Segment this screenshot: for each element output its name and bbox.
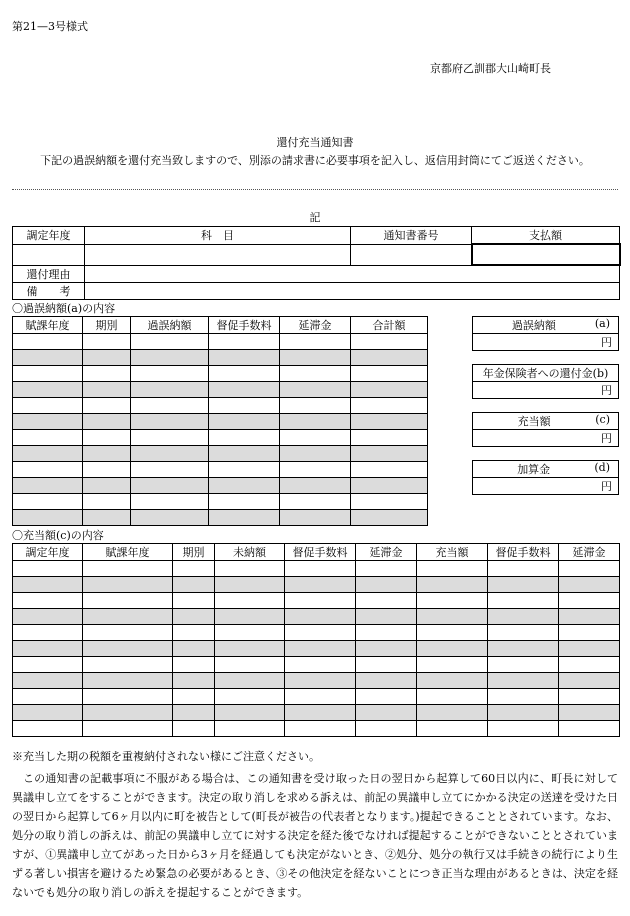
appropriation-row (13, 625, 620, 641)
appropriation-row (13, 721, 620, 737)
appropriation-cell[interactable] (356, 625, 417, 641)
overpayment-cell[interactable] (280, 430, 351, 446)
appropriation-cell[interactable] (417, 705, 488, 721)
overpayment-cell[interactable] (13, 510, 83, 526)
overpayment-row (13, 478, 428, 494)
appropriation-cell[interactable] (559, 641, 620, 657)
overpayment-cell[interactable] (280, 494, 351, 510)
overpayment-cell[interactable] (131, 462, 209, 478)
overpayment-row (13, 398, 428, 414)
overpayment-cell[interactable] (131, 350, 209, 366)
overpayment-cell[interactable] (209, 366, 280, 382)
summary-appropriation-code: (c) (595, 413, 610, 426)
summary-overpayment-label: 過誤納額 (511, 319, 556, 332)
appropriation-cell[interactable] (285, 689, 356, 705)
appropriation-cell[interactable] (417, 689, 488, 705)
appropriation-cell[interactable] (356, 673, 417, 689)
appropriation-cell[interactable] (83, 657, 173, 673)
payment-amount-field[interactable] (472, 244, 620, 265)
refund-reason-label: 還付理由 (13, 265, 85, 282)
appropriation-cell[interactable] (13, 689, 83, 705)
overpayment-cell[interactable] (209, 414, 280, 430)
overpayment-cell[interactable] (280, 478, 351, 494)
appropriation-cell[interactable] (356, 689, 417, 705)
appropriation-cell[interactable] (559, 673, 620, 689)
overpayment-row (13, 350, 428, 366)
overpayment-cell[interactable] (83, 462, 131, 478)
appropriation-cell[interactable] (417, 561, 488, 577)
appropriation-cell[interactable] (356, 609, 417, 625)
ki-heading: 記 (309, 211, 321, 224)
document-title: 還付充当通知書 (276, 136, 354, 149)
overpayment-cell[interactable] (83, 414, 131, 430)
overpayment-cell[interactable] (131, 414, 209, 430)
header2-appropriation: 充当額 (417, 544, 488, 561)
appropriation-cell[interactable] (488, 721, 559, 737)
header-overpayment: 過誤納額 (131, 317, 209, 334)
summary-appropriation-amount[interactable]: 円 (473, 430, 619, 447)
header2-levy-year: 調定年度 (13, 544, 83, 561)
overpayment-cell[interactable] (209, 478, 280, 494)
appropriation-cell[interactable] (13, 561, 83, 577)
appropriation-cell[interactable] (173, 705, 215, 721)
summary-overpayment-amount[interactable]: 円 (473, 334, 619, 351)
overpayment-cell[interactable] (13, 462, 83, 478)
section1-title: 〇過誤納額(a)の内容 (12, 302, 116, 315)
overpayment-row (13, 334, 428, 350)
appropriation-cell[interactable] (356, 705, 417, 721)
appropriation-cell[interactable] (13, 577, 83, 593)
appropriation-cell[interactable] (285, 593, 356, 609)
appropriation-row (13, 641, 620, 657)
appropriation-cell[interactable] (83, 673, 173, 689)
appropriation-cell[interactable] (83, 577, 173, 593)
appropriation-cell[interactable] (356, 577, 417, 593)
caution-note: ※充当した期の税額を重複納付されない様にご注意ください。 (12, 750, 320, 763)
appropriation-cell[interactable] (215, 577, 285, 593)
appropriation-cell[interactable] (488, 705, 559, 721)
overpayment-cell[interactable] (351, 414, 428, 430)
overpayment-cell[interactable] (351, 446, 428, 462)
appropriation-cell[interactable] (83, 705, 173, 721)
overpayment-cell[interactable] (83, 366, 131, 382)
appropriation-cell[interactable] (173, 561, 215, 577)
appropriation-row (13, 577, 620, 593)
appropriation-cell[interactable] (285, 625, 356, 641)
notice-number-field[interactable] (351, 244, 472, 265)
overpayment-row (13, 446, 428, 462)
appropriation-cell[interactable] (13, 657, 83, 673)
overpayment-cell[interactable] (209, 446, 280, 462)
header-notice-number: 通知書番号 (351, 227, 472, 245)
overpayment-cell[interactable] (13, 494, 83, 510)
header-period: 期別 (83, 317, 131, 334)
top-table (12, 226, 621, 300)
summary-overpayment-code: (a) (594, 317, 610, 330)
appropriation-cell[interactable] (559, 561, 620, 577)
appropriation-cell[interactable] (83, 593, 173, 609)
appropriation-cell[interactable] (215, 657, 285, 673)
overpayment-cell[interactable] (280, 414, 351, 430)
appropriation-cell[interactable] (83, 689, 173, 705)
overpayment-cell[interactable] (351, 462, 428, 478)
overpayment-cell[interactable] (83, 494, 131, 510)
appropriation-cell[interactable] (417, 577, 488, 593)
overpayment-cell[interactable] (13, 478, 83, 494)
issuer-name: 京都府乙訓郡大山崎町長 (430, 62, 551, 75)
header2-dunning-fee-2: 督促手数料 (488, 544, 559, 561)
levy-year-field[interactable] (13, 244, 85, 265)
appropriation-cell[interactable] (285, 705, 356, 721)
overpayment-cell[interactable] (280, 398, 351, 414)
header2-dunning-fee: 督促手数料 (285, 544, 356, 561)
header2-period: 期別 (173, 544, 215, 561)
summary-box-additional (472, 460, 619, 495)
overpayment-cell[interactable] (280, 510, 351, 526)
overpayment-cell[interactable] (13, 398, 83, 414)
overpayment-table (12, 316, 428, 526)
appropriation-cell[interactable] (356, 561, 417, 577)
overpayment-cell[interactable] (209, 350, 280, 366)
dotted-divider (12, 189, 618, 190)
appropriation-cell[interactable] (173, 721, 215, 737)
overpayment-cell[interactable] (131, 430, 209, 446)
appropriation-row (13, 689, 620, 705)
appropriation-cell[interactable] (13, 641, 83, 657)
overpayment-cell[interactable] (280, 334, 351, 350)
overpayment-cell[interactable] (83, 382, 131, 398)
appropriation-cell[interactable] (215, 673, 285, 689)
appropriation-cell[interactable] (488, 689, 559, 705)
overpayment-cell[interactable] (209, 398, 280, 414)
overpayment-row (13, 494, 428, 510)
appropriation-cell[interactable] (356, 657, 417, 673)
header-late-fee: 延滞金 (280, 317, 351, 334)
appropriation-cell[interactable] (13, 593, 83, 609)
appropriation-cell[interactable] (417, 593, 488, 609)
appropriation-cell[interactable] (83, 625, 173, 641)
overpayment-cell[interactable] (83, 446, 131, 462)
appropriation-cell[interactable] (417, 625, 488, 641)
appropriation-cell[interactable] (83, 641, 173, 657)
overpayment-cell[interactable] (13, 350, 83, 366)
appropriation-cell[interactable] (215, 641, 285, 657)
overpayment-cell[interactable] (83, 334, 131, 350)
summary-additional-code: (d) (594, 461, 610, 474)
appropriation-cell[interactable] (83, 721, 173, 737)
appropriation-cell[interactable] (488, 657, 559, 673)
summary-appropriation-label: 充当額 (517, 415, 551, 428)
appropriation-row (13, 673, 620, 689)
appropriation-cell[interactable] (488, 673, 559, 689)
appropriation-cell[interactable] (215, 705, 285, 721)
appropriation-cell[interactable] (356, 641, 417, 657)
overpayment-cell[interactable] (209, 510, 280, 526)
overpayment-cell[interactable] (13, 446, 83, 462)
appropriation-cell[interactable] (488, 609, 559, 625)
overpayment-cell[interactable] (83, 478, 131, 494)
appropriation-cell[interactable] (285, 641, 356, 657)
overpayment-cell[interactable] (209, 462, 280, 478)
header-levy-year: 調定年度 (13, 227, 85, 245)
overpayment-cell[interactable] (131, 382, 209, 398)
overpayment-cell[interactable] (13, 414, 83, 430)
appropriation-cell[interactable] (488, 561, 559, 577)
summary-additional-label: 加算金 (517, 463, 551, 476)
overpayment-cell[interactable] (351, 398, 428, 414)
header-payment-amount: 支払額 (472, 227, 620, 245)
appropriation-cell[interactable] (285, 721, 356, 737)
header-assessment-year: 賦課年度 (13, 317, 83, 334)
appropriation-cell[interactable] (13, 609, 83, 625)
overpayment-row (13, 462, 428, 478)
header-total: 合計額 (351, 317, 428, 334)
appropriation-row (13, 593, 620, 609)
appropriation-cell[interactable] (285, 673, 356, 689)
overpayment-row (13, 366, 428, 382)
overpayment-cell[interactable] (280, 366, 351, 382)
appropriation-cell[interactable] (215, 689, 285, 705)
appropriation-table (12, 543, 620, 737)
overpayment-cell[interactable] (351, 494, 428, 510)
overpayment-row (13, 382, 428, 398)
summary-box-appropriation (472, 412, 619, 447)
overpayment-cell[interactable] (13, 366, 83, 382)
appropriation-cell[interactable] (173, 689, 215, 705)
remarks-field[interactable] (85, 282, 620, 299)
appeal-notice-paragraph: この通知書の記載事項に不服がある場合は、この通知書を受け取った日の翌日から起算して60日以内に、町長に対して異議申し立てをすることができます。決定の取り消しを求める訴えは、前記の異議申し立てにかかる決定の送達を受けた日の翌日から起算して6ヶ月以内に町を被告として(町長が被告の代表者となります。)提起できることとされています。なお、処分の取り消しの訴えは、前記の異議申し立てに対する決定を経た後でなければ提起することができないこととされていますが、①異議申し立てがあった日から3ヶ月を経過しても決定がないとき、②処分、処分の執行又は手続きの続行により生ずる著しい損害を避けるため緊急の必要があるとき、③その他決定を経ないことにつき正当な理由があるときは、決定を経ないでも処分の取り消しの訴えを提起することができます。 (12, 772, 618, 899)
section2-title: 〇充当額(c)の内容 (12, 529, 104, 542)
appropriation-cell[interactable] (285, 609, 356, 625)
overpayment-cell[interactable] (280, 446, 351, 462)
appropriation-row (13, 561, 620, 577)
summary-pension-refund-label: 年金保険者への還付金(b) (473, 365, 619, 382)
appropriation-cell[interactable] (417, 641, 488, 657)
overpayment-cell[interactable] (351, 334, 428, 350)
appropriation-cell[interactable] (173, 609, 215, 625)
overpayment-cell[interactable] (131, 446, 209, 462)
intro-text: 下記の過誤納額を還付充当致しますので、別添の請求書に必要事項を記入し、返信用封筒にてご返送ください。 (40, 154, 590, 167)
overpayment-cell[interactable] (131, 366, 209, 382)
header2-late-fee-2: 延滞金 (559, 544, 620, 561)
appropriation-cell[interactable] (13, 673, 83, 689)
appropriation-cell[interactable] (417, 609, 488, 625)
header-subject: 科 目 (85, 227, 351, 245)
overpayment-cell[interactable] (209, 430, 280, 446)
overpayment-cell[interactable] (83, 350, 131, 366)
appropriation-cell[interactable] (559, 721, 620, 737)
appropriation-cell[interactable] (215, 721, 285, 737)
appropriation-cell[interactable] (13, 705, 83, 721)
overpayment-row (13, 510, 428, 526)
appropriation-cell[interactable] (285, 577, 356, 593)
appropriation-cell[interactable] (215, 609, 285, 625)
appropriation-cell[interactable] (215, 561, 285, 577)
overpayment-cell[interactable] (351, 382, 428, 398)
overpayment-cell[interactable] (351, 430, 428, 446)
overpayment-cell[interactable] (280, 350, 351, 366)
appropriation-cell[interactable] (559, 689, 620, 705)
appropriation-cell[interactable] (417, 657, 488, 673)
overpayment-cell[interactable] (209, 494, 280, 510)
summary-box-overpayment (472, 316, 619, 351)
appropriation-cell[interactable] (173, 657, 215, 673)
overpayment-cell[interactable] (351, 510, 428, 526)
overpayment-cell[interactable] (13, 430, 83, 446)
appropriation-cell[interactable] (559, 657, 620, 673)
overpayment-row (13, 430, 428, 446)
appropriation-cell[interactable] (173, 577, 215, 593)
appropriation-cell[interactable] (417, 721, 488, 737)
appropriation-row (13, 657, 620, 673)
summary-pension-refund-amount[interactable]: 円 (473, 382, 619, 399)
overpayment-cell[interactable] (13, 382, 83, 398)
appropriation-cell[interactable] (173, 593, 215, 609)
appropriation-cell[interactable] (417, 673, 488, 689)
overpayment-cell[interactable] (131, 398, 209, 414)
overpayment-cell[interactable] (351, 366, 428, 382)
overpayment-cell[interactable] (131, 494, 209, 510)
overpayment-cell[interactable] (351, 350, 428, 366)
appropriation-row (13, 705, 620, 721)
form-number: 第21—3号様式 (12, 20, 88, 33)
overpayment-cell[interactable] (131, 334, 209, 350)
appropriation-cell[interactable] (356, 593, 417, 609)
appropriation-cell[interactable] (215, 593, 285, 609)
appropriation-row (13, 609, 620, 625)
appropriation-cell[interactable] (488, 641, 559, 657)
appropriation-cell[interactable] (13, 625, 83, 641)
overpayment-cell[interactable] (131, 478, 209, 494)
header2-late-fee: 延滞金 (356, 544, 417, 561)
appropriation-cell[interactable] (215, 625, 285, 641)
appropriation-cell[interactable] (285, 657, 356, 673)
overpayment-cell[interactable] (83, 398, 131, 414)
overpayment-cell[interactable] (83, 430, 131, 446)
appropriation-cell[interactable] (559, 705, 620, 721)
overpayment-cell[interactable] (351, 478, 428, 494)
appropriation-cell[interactable] (488, 577, 559, 593)
appropriation-cell[interactable] (173, 625, 215, 641)
remarks-label: 備 考 (13, 282, 85, 299)
appropriation-cell[interactable] (173, 673, 215, 689)
appropriation-cell[interactable] (559, 625, 620, 641)
overpayment-cell[interactable] (131, 510, 209, 526)
overpayment-cell[interactable] (280, 382, 351, 398)
appropriation-cell[interactable] (83, 609, 173, 625)
header2-unpaid: 未納額 (215, 544, 285, 561)
summary-box-pension-refund (472, 364, 619, 399)
appropriation-cell[interactable] (559, 609, 620, 625)
overpayment-cell[interactable] (83, 510, 131, 526)
appropriation-cell[interactable] (13, 721, 83, 737)
appropriation-cell[interactable] (83, 561, 173, 577)
appropriation-cell[interactable] (559, 593, 620, 609)
appropriation-cell[interactable] (173, 641, 215, 657)
overpayment-row (13, 414, 428, 430)
appropriation-cell[interactable] (559, 577, 620, 593)
appropriation-cell[interactable] (488, 593, 559, 609)
overpayment-cell[interactable] (280, 462, 351, 478)
overpayment-cell[interactable] (209, 382, 280, 398)
overpayment-cell[interactable] (13, 334, 83, 350)
refund-reason-field[interactable] (85, 265, 620, 282)
header2-assessment-year: 賦課年度 (83, 544, 173, 561)
appropriation-cell[interactable] (285, 561, 356, 577)
overpayment-cell[interactable] (209, 334, 280, 350)
header-dunning-fee: 督促手数料 (209, 317, 280, 334)
summary-additional-amount[interactable]: 円 (473, 478, 619, 495)
appropriation-cell[interactable] (488, 625, 559, 641)
subject-field[interactable] (85, 244, 351, 265)
appropriation-cell[interactable] (356, 721, 417, 737)
